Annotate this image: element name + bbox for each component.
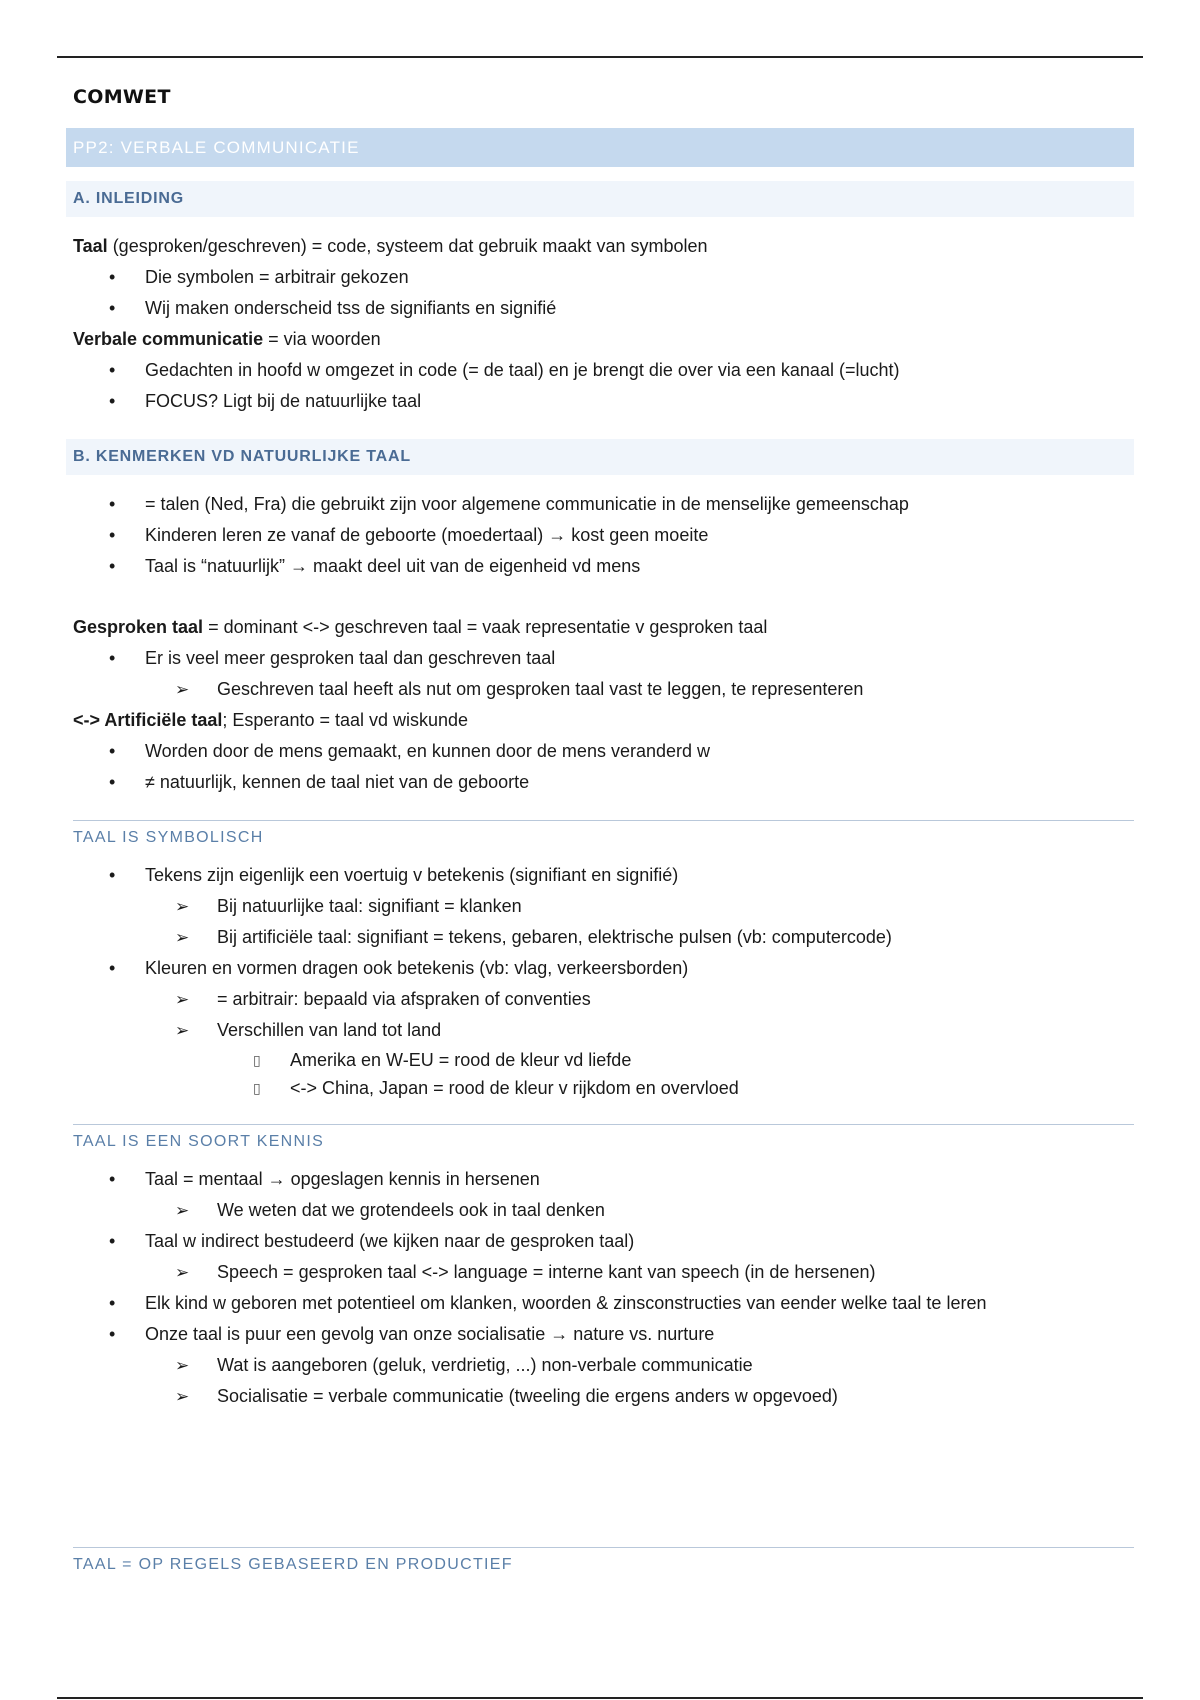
definition-text: ; Esperanto = taal vd wiskunde xyxy=(222,710,469,730)
list-item-text: Tekens zijn eigenlijk een voertuig v betekenis (signifiant en signifié) xyxy=(145,865,679,885)
arrow-bullet-icon: ➢ xyxy=(175,1021,190,1040)
document-title: COMWET xyxy=(73,86,171,108)
sub-list-item xyxy=(73,674,1133,705)
list-item-text: FOCUS? Ligt bij de natuurlijke taal xyxy=(145,391,422,411)
arrow-bullet-icon: ➢ xyxy=(175,1387,190,1406)
arrow-bullet-icon: ➢ xyxy=(175,1356,190,1375)
list-item-text: Worden door de mens gemaakt, en kunnen door de mens veranderd w xyxy=(145,741,711,761)
bullet-icon: • xyxy=(109,298,116,318)
bullet-icon: • xyxy=(109,360,116,380)
list-item-text: Speech = gesproken taal <-> language = interne kant van speech (in de hersenen) xyxy=(217,1262,876,1282)
arrow-bullet-icon: ➢ xyxy=(175,680,190,699)
sub-list-item xyxy=(73,922,1133,953)
list-item-text: Wat is aangeboren (geluk, verdrietig, ...) non-verbale communicatie xyxy=(217,1355,753,1375)
sub-list-item xyxy=(73,984,1133,1015)
list-item-text: ≠ natuurlijk, kennen de taal niet van de geboorte xyxy=(145,772,530,792)
definition-gesproken-taal xyxy=(73,612,1133,643)
list-item-text: We weten dat we grotendeels ook in taal denken xyxy=(217,1200,605,1220)
list-item-text: Bij natuurlijke taal: signifiant = klanken xyxy=(217,896,522,916)
sub-list-item xyxy=(73,1257,1133,1288)
definition-text: = dominant <-> geschreven taal = vaak representatie v gesproken taal xyxy=(203,617,768,637)
sub-sub-list-item xyxy=(73,1046,1133,1074)
list-item xyxy=(73,262,1133,293)
list-item xyxy=(73,489,1133,520)
section-heading-kenmerken: B. KENMERKEN VD NATUURLIJKE TAAL xyxy=(66,439,1134,475)
bullet-icon: • xyxy=(109,648,116,668)
list-item-text: Onze taal is puur een gevolg van onze socialisatie → nature vs. nurture xyxy=(145,1324,715,1344)
list-item-text: <-> China, Japan = rood de kleur v rijkdom en overvloed xyxy=(290,1078,739,1098)
bullet-icon: • xyxy=(109,772,116,792)
chapter-heading: PP2: VERBALE COMMUNICATIE xyxy=(66,128,1134,167)
section-heading-inleiding: A. INLEIDING xyxy=(66,181,1134,217)
list-item xyxy=(73,767,1133,798)
list-item-text: Kinderen leren ze vanaf de geboorte (moedertaal) → kost geen moeite xyxy=(145,525,709,545)
term-artificiele-taal: <-> Artificiële taal xyxy=(73,710,223,730)
bullet-icon: • xyxy=(109,741,116,761)
list-item xyxy=(73,953,1133,984)
sub-list-item xyxy=(73,891,1133,922)
arrow-bullet-icon: ➢ xyxy=(175,990,190,1009)
list-item-text: Amerika en W-EU = rood de kleur vd liefde xyxy=(290,1050,632,1070)
list-item-text: Er is veel meer gesproken taal dan geschreven taal xyxy=(145,648,556,668)
sub-sub-list-item xyxy=(73,1074,1133,1102)
list-item xyxy=(73,355,1133,386)
sub-list-item xyxy=(73,1015,1133,1046)
list-item xyxy=(73,293,1133,324)
arrow-bullet-icon: ➢ xyxy=(175,1263,190,1282)
list-item-text: Taal w indirect bestudeerd (we kijken naar de gesproken taal) xyxy=(145,1231,635,1251)
list-item-text: Elk kind w geboren met potentieel om klanken, woorden & zinsconstructies van eender welke taal te leren xyxy=(145,1293,987,1313)
subsection-heading-symbolisch: TAAL IS SYMBOLISCH xyxy=(73,820,1134,848)
definition-taal xyxy=(73,231,1133,262)
sub-list-item xyxy=(73,1350,1133,1381)
bullet-icon: • xyxy=(109,1324,116,1344)
term-verbale-communicatie: Verbale communicatie xyxy=(73,329,264,349)
bullet-icon: • xyxy=(109,865,116,885)
sub-list-item xyxy=(73,1195,1133,1226)
list-item-text: Kleuren en vormen dragen ook betekenis (vb: vlag, verkeersborden) xyxy=(145,958,689,978)
term-taal: Taal xyxy=(73,236,108,256)
square-bullet-icon: ▯ xyxy=(253,1080,261,1096)
bullet-icon: • xyxy=(109,494,116,514)
bullet-icon: • xyxy=(109,391,116,411)
definition-text: = via woorden xyxy=(263,329,381,349)
list-item xyxy=(73,386,1133,417)
list-item-text: Socialisatie = verbale communicatie (tweeling die ergens anders w opgevoed) xyxy=(217,1386,838,1406)
list-item-text: Die symbolen = arbitrair gekozen xyxy=(145,267,409,287)
square-bullet-icon: ▯ xyxy=(253,1052,261,1068)
list-item xyxy=(73,1288,1133,1319)
list-item xyxy=(73,551,1133,582)
definition-text: (gesproken/geschreven) = code, systeem dat gebruik maakt van symbolen xyxy=(107,236,708,256)
list-item-text: Bij artificiële taal: signifiant = tekens, gebaren, elektrische pulsen (vb: computercode) xyxy=(217,927,892,947)
footer-rule xyxy=(57,1697,1143,1699)
list-item xyxy=(73,520,1133,551)
list-item-text: Geschreven taal heeft als nut om gesproken taal vast te leggen, te representeren xyxy=(217,679,864,699)
definition-artificiele-taal xyxy=(73,705,1133,736)
arrow-bullet-icon: ➢ xyxy=(175,897,190,916)
list-item-text: Taal = mentaal → opgeslagen kennis in hersenen xyxy=(145,1169,540,1189)
list-item xyxy=(73,1164,1133,1195)
term-gesproken-taal: Gesproken taal xyxy=(73,617,204,637)
list-item xyxy=(73,860,1133,891)
bullet-icon: • xyxy=(109,1293,116,1313)
bullet-icon: • xyxy=(109,556,116,576)
arrow-bullet-icon: ➢ xyxy=(175,928,190,947)
list-item-text: = talen (Ned, Fra) die gebruikt zijn voor algemene communicatie in de menselijke gemeenschap xyxy=(145,494,909,514)
list-item xyxy=(73,736,1133,767)
arrow-bullet-icon: ➢ xyxy=(175,1201,190,1220)
subsection-heading-regels: TAAL = OP REGELS GEBASEERD EN PRODUCTIEF xyxy=(73,1547,1134,1575)
sub-list-item xyxy=(73,1381,1133,1412)
list-item xyxy=(73,1319,1133,1350)
list-item-text: Taal is “natuurlijk” → maakt deel uit van de eigenheid vd mens xyxy=(145,556,641,576)
document-body xyxy=(73,86,1133,1587)
bullet-icon: • xyxy=(109,267,116,287)
bullet-icon: • xyxy=(109,958,116,978)
bullet-icon: • xyxy=(109,1169,116,1189)
list-item-text: Wij maken onderscheid tss de signifiants en signifié xyxy=(145,298,557,318)
header-rule xyxy=(57,56,1143,58)
list-item-text: = arbitrair: bepaald via afspraken of conventies xyxy=(217,989,591,1009)
bullet-icon: • xyxy=(109,1231,116,1251)
bullet-icon: • xyxy=(109,525,116,545)
subsection-heading-kennis: TAAL IS EEN SOORT KENNIS xyxy=(73,1124,1134,1152)
list-item xyxy=(73,643,1133,674)
definition-verbale-communicatie xyxy=(73,324,1133,355)
list-item-text: Verschillen van land tot land xyxy=(217,1020,442,1040)
list-item-text: Gedachten in hoofd w omgezet in code (= de taal) en je brengt die over via een kanaal (=lucht) xyxy=(145,360,900,380)
list-item xyxy=(73,1226,1133,1257)
